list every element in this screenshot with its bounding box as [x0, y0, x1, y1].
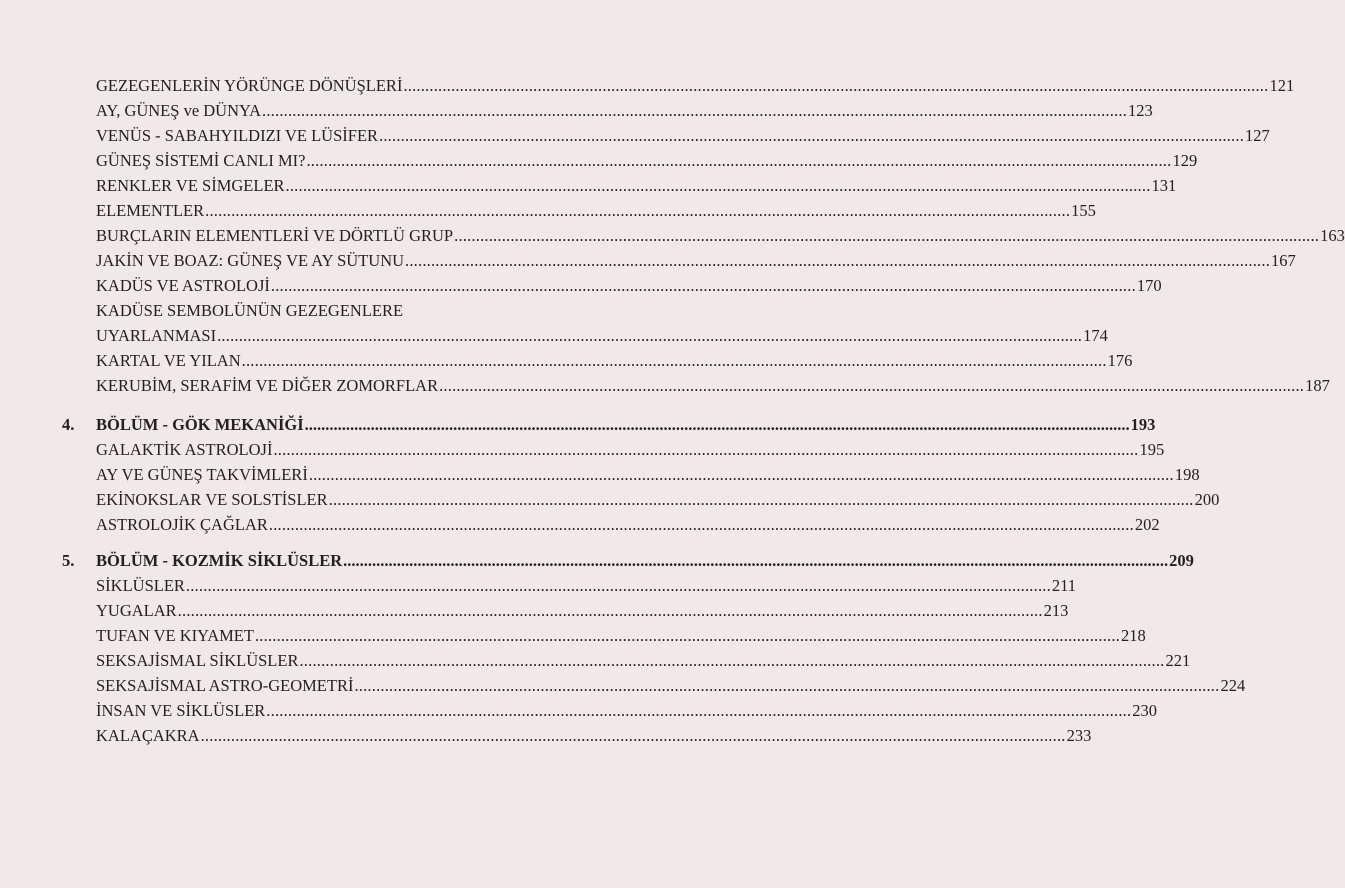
toc-entry-page: 213 — [1043, 601, 1069, 620]
toc-entry-page: 170 — [1136, 276, 1162, 295]
toc-entry-page: 121 — [1269, 76, 1295, 95]
toc-entry — [96, 622, 1146, 646]
leader-dots: ........................................................................................................................................................................................................ — [328, 490, 1194, 509]
toc-entry-title: EKİNOKSLAR VE SOLSTİSLER — [96, 490, 328, 509]
toc-entry — [96, 461, 1200, 485]
leader-dots: ........................................................................................................................................................................................................ — [304, 415, 1130, 434]
leader-dots: ........................................................................................................................................................................................................ — [439, 376, 1305, 395]
toc-entry-title: BURÇLARIN ELEMENTLERİ VE DÖRTLÜ GRUP — [96, 226, 454, 245]
leader-dots: ........................................................................................................................................................................................................ — [262, 101, 1128, 120]
toc-entry-title: ELEMENTLER — [96, 201, 205, 220]
toc-entry-title: GALAKTİK ASTROLOJİ — [96, 440, 273, 459]
toc-entry-page: 200 — [1194, 490, 1220, 509]
toc-entry-page: 195 — [1139, 440, 1165, 459]
chapter-heading — [62, 411, 1156, 435]
toc-entry — [96, 272, 1162, 296]
toc-entry — [96, 172, 1177, 196]
toc-entry-page: 174 — [1083, 326, 1108, 345]
toc-entry-title: AY VE GÜNEŞ TAKVİMLERİ — [96, 465, 308, 484]
toc-entry-page: 221 — [1165, 651, 1191, 670]
chapter-number: 5. — [62, 551, 75, 570]
toc-entry — [96, 672, 1246, 696]
leader-dots: ........................................................................................................................................................................................................ — [273, 440, 1139, 459]
toc-entry-page: 187 — [1305, 376, 1330, 395]
toc-entry — [96, 697, 1158, 721]
toc-entry-title: SEKSAJİSMAL SİKLÜSLER — [96, 651, 299, 670]
leader-dots: ........................................................................................................................................................................................................ — [200, 726, 1066, 745]
toc-entry — [96, 647, 1191, 671]
leader-dots: ........................................................................................................................................................................................................ — [299, 651, 1165, 670]
toc-entry — [96, 486, 1220, 510]
chapter-title: BÖLÜM - GÖK MEKANİĞİ — [96, 415, 304, 434]
leader-dots: ........................................................................................................................................................................................................ — [185, 576, 1051, 595]
toc-entry-page: 155 — [1071, 201, 1096, 220]
toc-entry-title: UYARLANMASI — [96, 326, 217, 345]
toc-entry-title: AY, GÜNEŞ ve DÜNYA — [96, 101, 262, 120]
leader-dots: ........................................................................................................................................................................................................ — [405, 251, 1271, 270]
toc-entry — [96, 372, 1330, 396]
toc-entry — [96, 597, 1069, 621]
toc-entry-page: 127 — [1245, 126, 1270, 145]
leader-dots: ........................................................................................................................................................................................................ — [270, 276, 1136, 295]
toc-entry-title: SEKSAJİSMAL ASTRO-GEOMETRİ — [96, 676, 354, 695]
leader-dots: ........................................................................................................................................................................................................ — [254, 626, 1120, 645]
toc-entry-page: 233 — [1066, 726, 1092, 745]
toc-entry — [96, 722, 1092, 746]
leader-dots: ........................................................................................................................................................................................................ — [241, 351, 1107, 370]
toc-entry-title: İNSAN VE SİKLÜSLER — [96, 701, 266, 720]
toc-entry-title: KADÜSE SEMBOLÜNÜN GEZEGENLERE — [96, 301, 404, 320]
toc-entry-page: 211 — [1051, 576, 1077, 595]
toc-entry-page: 129 — [1172, 151, 1198, 170]
leader-dots: ........................................................................................................................................................................................................ — [308, 465, 1174, 484]
toc-entry — [96, 122, 1270, 146]
toc-entry-title: KADÜS VE ASTROLOJİ — [96, 276, 270, 295]
leader-dots: ........................................................................................................................................................................................................ — [379, 126, 1245, 145]
toc-entry-page: 202 — [1134, 515, 1160, 534]
toc-entry-title: TUFAN VE KIYAMET — [96, 626, 254, 645]
toc-entry-page: 163 — [1320, 226, 1345, 245]
toc-entry-title: VENÜS - SABAHYILDIZI VE LÜSİFER — [96, 126, 379, 145]
chapter-page: 209 — [1169, 551, 1194, 570]
toc-entry-title: GEZEGENLERİN YÖRÜNGE DÖNÜŞLERİ — [96, 76, 403, 95]
toc-entry — [96, 322, 1108, 346]
toc-entry-page: 123 — [1128, 101, 1153, 120]
toc-entry-title: SİKLÜSLER — [96, 576, 185, 595]
toc-entry — [96, 197, 1096, 221]
toc-entry-line1 — [96, 297, 524, 321]
toc-entry — [96, 247, 1296, 271]
toc-entry-title: YUGALAR — [96, 601, 177, 620]
toc-entry-page: 131 — [1151, 176, 1177, 195]
leader-dots: ........................................................................................................................................................................................................ — [285, 176, 1151, 195]
toc-entry-page: 224 — [1220, 676, 1246, 695]
leader-dots: ........................................................................................................................................................................................................ — [403, 76, 1269, 95]
toc-entry — [96, 222, 1345, 246]
toc-entry — [96, 511, 1160, 535]
leader-dots: ........................................................................................................................................................................................................ — [177, 601, 1043, 620]
leader-dots: ........................................................................................................................................................................................................ — [217, 326, 1083, 345]
toc-entry-page: 230 — [1132, 701, 1158, 720]
leader-dots: ........................................................................................................................................................................................................ — [454, 226, 1320, 245]
toc-entry-title: KALAÇAKRA — [96, 726, 200, 745]
chapter-heading — [62, 547, 1194, 571]
toc-entry — [96, 347, 1133, 371]
leader-dots: ........................................................................................................................................................................................................ — [306, 151, 1172, 170]
toc-entry-title: GÜNEŞ SİSTEMİ CANLI MI? — [96, 151, 306, 170]
leader-dots: ........................................................................................................................................................................................................ — [205, 201, 1071, 220]
toc-entry-page: 198 — [1174, 465, 1200, 484]
leader-dots: ........................................................................................................................................................................................................ — [343, 551, 1169, 570]
chapter-number: 4. — [62, 415, 75, 434]
chapter-page: 193 — [1130, 415, 1156, 434]
toc-entry-title: KARTAL VE YILAN — [96, 351, 241, 370]
leader-dots: ........................................................................................................................................................................................................ — [266, 701, 1132, 720]
toc-entry-title: ASTROLOJİK ÇAĞLAR — [96, 515, 268, 534]
toc-entry-title: JAKİN VE BOAZ: GÜNEŞ VE AY SÜTUNU — [96, 251, 405, 270]
chapter-title: BÖLÜM - KOZMİK SİKLÜSLER — [96, 551, 343, 570]
toc-entry-title: RENKLER VE SİMGELER — [96, 176, 285, 195]
leader-dots: ........................................................................................................................................................................................................ — [268, 515, 1134, 534]
toc-entry-title: KERUBİM, SERAFİM VE DİĞER ZOMORFLAR — [96, 376, 439, 395]
toc-entry — [96, 97, 1153, 121]
toc-entry-page: 176 — [1107, 351, 1133, 370]
toc-entry — [96, 436, 1165, 460]
toc-entry-page: 218 — [1120, 626, 1146, 645]
leader-dots: ........................................................................................................................................................................................................ — [354, 676, 1220, 695]
toc-entry-page: 167 — [1271, 251, 1296, 270]
toc-entry — [96, 72, 1295, 96]
toc-entry — [96, 572, 1077, 596]
toc-entry — [96, 147, 1198, 171]
